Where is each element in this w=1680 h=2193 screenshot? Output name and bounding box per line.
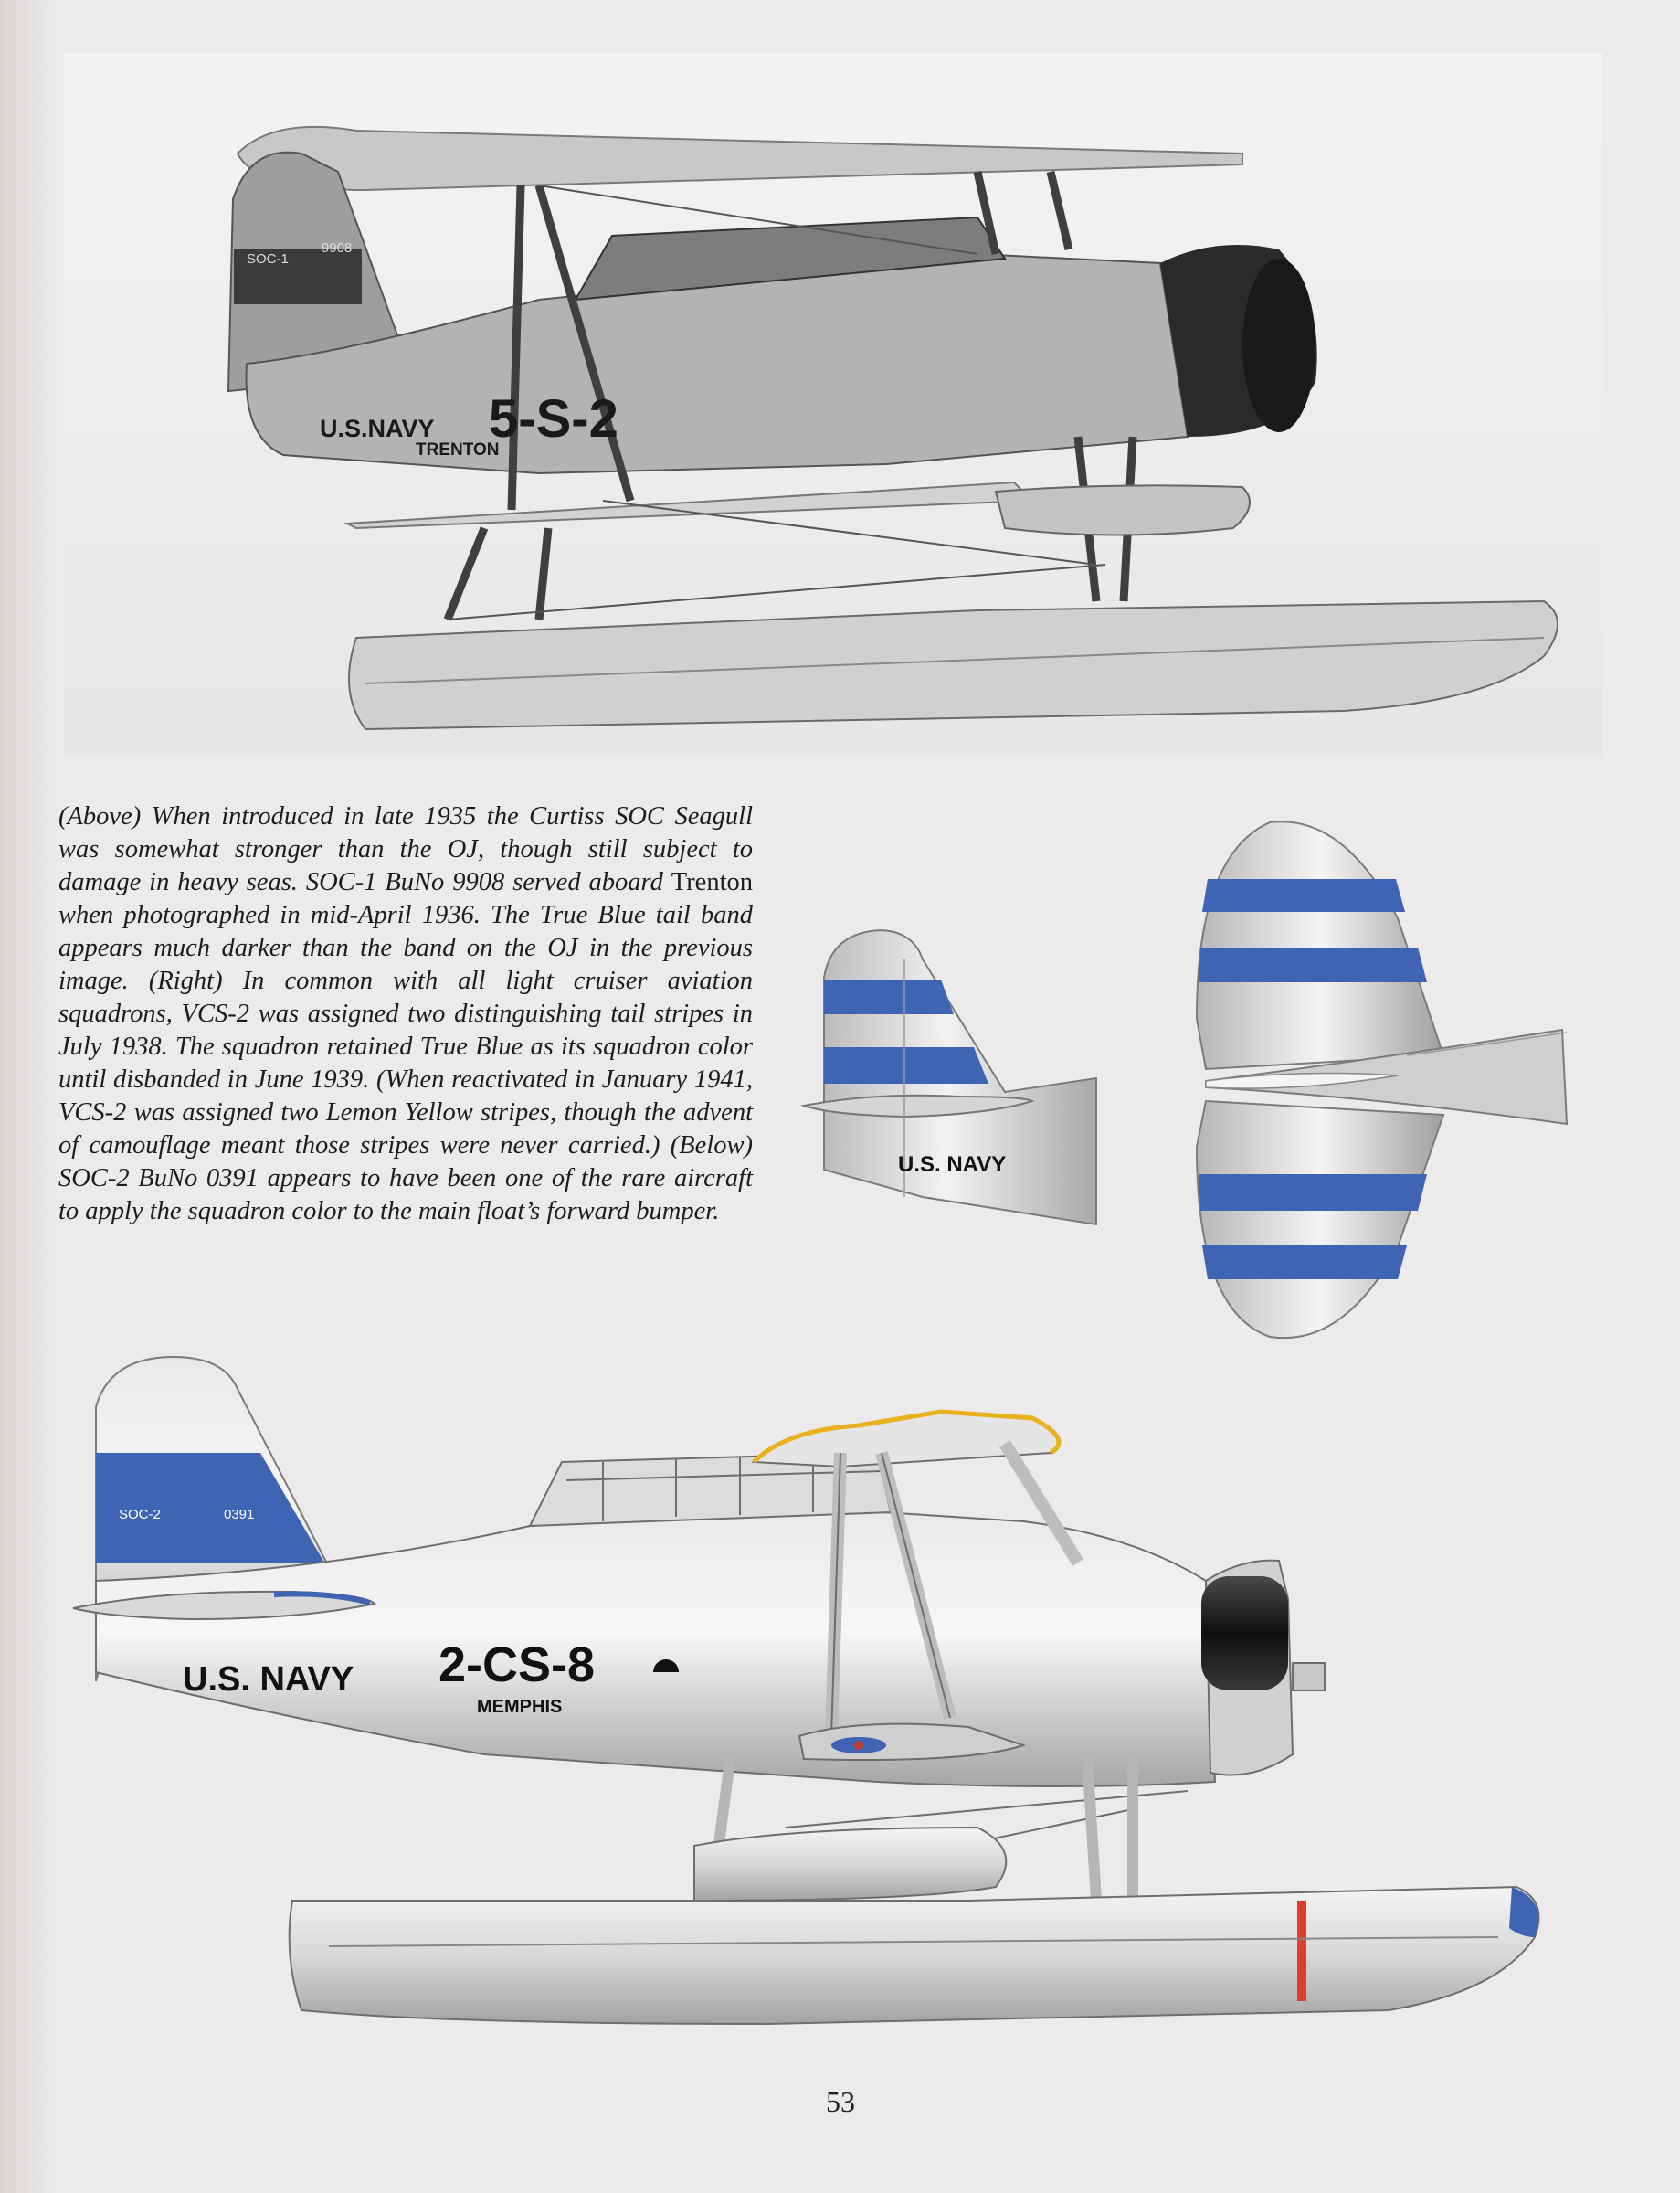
tail-side-profile bbox=[795, 923, 1105, 1234]
main-fuselage-service: U.S. NAVY bbox=[183, 1660, 354, 1699]
caption-segment-1: (Above) When introduced in late 1935 the Curtiss SOC Seagull was somewhat stronger than the OJ, though still subject to damage in heavy seas. SOC-1 BuNo 9908 served aboard bbox=[58, 802, 753, 896]
photo-fuselage-service: U.S.NAVY bbox=[320, 415, 435, 442]
page-gutter-shadow bbox=[0, 0, 55, 2193]
photo-soc1-trenton bbox=[64, 53, 1602, 757]
top-stripe-4 bbox=[1202, 1245, 1407, 1279]
soc1-photo-drawing bbox=[64, 53, 1602, 757]
photo-tail-code: SOC-1 bbox=[247, 251, 289, 267]
float-bumper bbox=[1509, 1887, 1538, 1937]
photo-fuselage-code: 5-S-2 bbox=[489, 389, 618, 449]
tail-stripe-lower bbox=[824, 1047, 988, 1084]
main-fuselage-code: 2-CS-8 bbox=[438, 1637, 596, 1692]
tail-top-view bbox=[1188, 818, 1571, 1343]
tail-stripe-upper bbox=[824, 980, 954, 1014]
soc2-side-profile bbox=[55, 1352, 1608, 2065]
top-stripe-3 bbox=[1199, 1174, 1427, 1211]
caption-ship-name: Trenton bbox=[671, 868, 753, 896]
page-number: 53 bbox=[826, 2085, 855, 2118]
photo-fuselage-ship: TRENTON bbox=[416, 440, 500, 460]
tail-profile-service: U.S. NAVY bbox=[898, 1152, 1007, 1177]
caption bbox=[58, 800, 753, 1228]
top-stripe-2 bbox=[1199, 948, 1427, 982]
main-fuselage-ship: MEMPHIS bbox=[477, 1697, 563, 1717]
caption-segment-3: when photographed in mid-April 1936. The True Blue tail band appears much darker than the band on the OJ in the previous image. (Right) In common with all light cruiser aviation squadrons, VCS-2 was assigned two distinguishing tail stripes in July 1938. The squadron retained True Blue as its squadron color until disbanded in June 1939. (When reactivated in January 1941, VCS-2 was assigned two Lemon Yellow stripes, though the advent of camouflage meant those stripes were never carried.) (Below) SOC-2 BuNo 0391 appears to have been one of the rare aircraft to apply the squadron color to the main float’s forward bumper. bbox=[58, 901, 753, 1225]
main-tail-code: SOC-2 bbox=[119, 1507, 161, 1522]
photo-tail-buno: 9908 bbox=[322, 240, 353, 256]
top-stripe-1 bbox=[1202, 879, 1405, 912]
main-tail-buno: 0391 bbox=[224, 1507, 255, 1522]
float-red-stripe bbox=[1297, 1901, 1306, 2001]
